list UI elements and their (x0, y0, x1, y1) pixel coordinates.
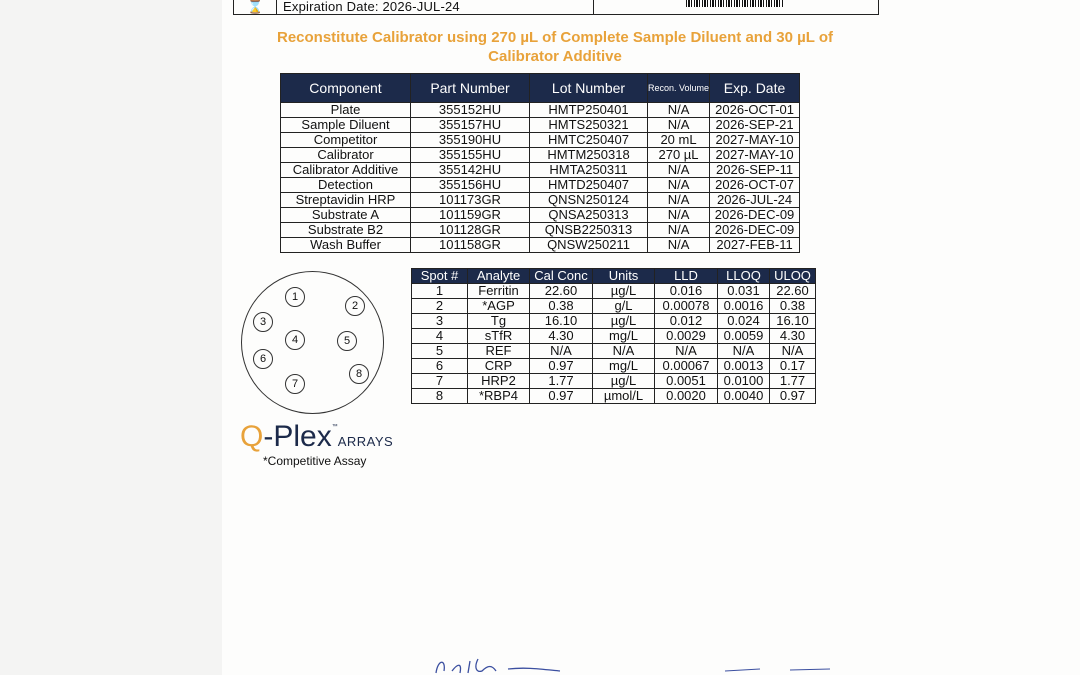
component-cell: Plate (281, 103, 411, 118)
exp-date-cell: 2026-DEC-09 (710, 208, 800, 223)
uloq-cell: 0.97 (770, 389, 816, 404)
component-row (281, 118, 800, 133)
header-analyte: Analyte (468, 269, 530, 284)
lloq-cell: 0.0013 (718, 359, 770, 374)
exp-date-cell: 2026-OCT-07 (710, 178, 800, 193)
component-row (281, 238, 800, 253)
uloq-cell: N/A (770, 344, 816, 359)
lot-number-cell: QNSW250211 (530, 238, 648, 253)
lld-cell: N/A (655, 344, 718, 359)
lot-number-cell: QNSN250124 (530, 193, 648, 208)
recon-volume-cell: N/A (648, 178, 710, 193)
recon-volume-cell: 270 µL (648, 148, 710, 163)
component-row (281, 223, 800, 238)
component-row (281, 133, 800, 148)
header-lot-number: Lot Number (530, 74, 648, 103)
lloq-cell: 0.031 (718, 284, 770, 299)
units-cell: N/A (593, 344, 655, 359)
recon-volume-cell: N/A (648, 193, 710, 208)
spot-number-cell: 4 (412, 329, 468, 344)
part-number-cell: 101159GR (411, 208, 530, 223)
divider (593, 0, 594, 14)
lloq-cell: 0.0016 (718, 299, 770, 314)
lot-number-cell: HMTS250321 (530, 118, 648, 133)
lld-cell: 0.00067 (655, 359, 718, 374)
cal-conc-cell: N/A (530, 344, 593, 359)
lloq-cell: 0.024 (718, 314, 770, 329)
units-cell: mg/L (593, 359, 655, 374)
spot-5: 5 (337, 331, 357, 351)
spot-number-cell: 1 (412, 284, 468, 299)
analyte-cell: Tg (468, 314, 530, 329)
units-cell: µg/L (593, 314, 655, 329)
lot-number-cell: QNSB2250313 (530, 223, 648, 238)
part-number-cell: 355156HU (411, 178, 530, 193)
header-units: Units (593, 269, 655, 284)
spot-1: 1 (285, 287, 305, 307)
component-cell: Sample Diluent (281, 118, 411, 133)
divider (276, 0, 277, 14)
header-lloq: LLOQ (718, 269, 770, 284)
uloq-cell: 0.17 (770, 359, 816, 374)
lloq-cell: N/A (718, 344, 770, 359)
spot-row (412, 374, 816, 389)
part-number-cell: 355152HU (411, 103, 530, 118)
exp-date-cell: 2026-SEP-21 (710, 118, 800, 133)
spot-number-cell: 7 (412, 374, 468, 389)
lot-number-cell: HMTA250311 (530, 163, 648, 178)
units-cell: g/L (593, 299, 655, 314)
cal-conc-cell: 16.10 (530, 314, 593, 329)
analyte-cell: sTfR (468, 329, 530, 344)
lot-number-cell: QNSA250313 (530, 208, 648, 223)
spot-3: 3 (253, 312, 273, 332)
component-row (281, 163, 800, 178)
lld-cell: 0.0020 (655, 389, 718, 404)
lld-cell: 0.0051 (655, 374, 718, 389)
analyte-cell: CRP (468, 359, 530, 374)
component-row (281, 148, 800, 163)
lld-cell: 0.012 (655, 314, 718, 329)
exp-date-cell: 2026-DEC-09 (710, 223, 800, 238)
analyte-cell: *RBP4 (468, 389, 530, 404)
spot-row (412, 329, 816, 344)
part-number-cell: 101158GR (411, 238, 530, 253)
header-uloq: ULOQ (770, 269, 816, 284)
lld-cell: 0.0029 (655, 329, 718, 344)
component-row (281, 193, 800, 208)
spot-7: 7 (285, 374, 305, 394)
analyte-cell: REF (468, 344, 530, 359)
barcode (686, 0, 784, 7)
part-number-cell: 355142HU (411, 163, 530, 178)
recon-volume-cell: N/A (648, 208, 710, 223)
spot-row (412, 299, 816, 314)
logo-plex: -Plex (263, 420, 332, 453)
recon-volume-cell: N/A (648, 238, 710, 253)
lloq-cell: 0.0100 (718, 374, 770, 389)
spot-row (412, 284, 816, 299)
exp-date-cell: 2026-JUL-24 (710, 193, 800, 208)
component-row (281, 208, 800, 223)
spot-row (412, 359, 816, 374)
qplex-logo (240, 420, 393, 454)
lld-cell: 0.016 (655, 284, 718, 299)
signature (430, 655, 830, 675)
header-recon-volume: Recon. Volume (648, 74, 710, 103)
spot-number-cell: 2 (412, 299, 468, 314)
header-component: Component (281, 74, 411, 103)
analyte-cell: Ferritin (468, 284, 530, 299)
recon-volume-cell: N/A (648, 118, 710, 133)
lloq-cell: 0.0059 (718, 329, 770, 344)
spot-number-cell: 6 (412, 359, 468, 374)
logo-trademark: ™ (331, 424, 338, 430)
competitive-assay-footnote: *Competitive Assay (263, 454, 367, 468)
spot-4: 4 (285, 330, 305, 350)
lot-number-cell: HMTD250407 (530, 178, 648, 193)
lot-number-cell: HMTM250318 (530, 148, 648, 163)
cal-conc-cell: 1.77 (530, 374, 593, 389)
part-number-cell: 355157HU (411, 118, 530, 133)
uloq-cell: 0.38 (770, 299, 816, 314)
part-number-cell: 355155HU (411, 148, 530, 163)
exp-date-cell: 2026-OCT-01 (710, 103, 800, 118)
spot-number-cell: 8 (412, 389, 468, 404)
header-lld: LLD (655, 269, 718, 284)
component-table (280, 73, 800, 253)
analyte-cell: *AGP (468, 299, 530, 314)
spot-number-cell: 3 (412, 314, 468, 329)
component-cell: Detection (281, 178, 411, 193)
analyte-cell: HRP2 (468, 374, 530, 389)
exp-date-cell: 2026-SEP-11 (710, 163, 800, 178)
cal-conc-cell: 22.60 (530, 284, 593, 299)
recon-volume-cell: 20 mL (648, 133, 710, 148)
spot-row (412, 314, 816, 329)
expiration-strip (233, 0, 879, 15)
spot-table-header (412, 269, 816, 284)
spot-6: 6 (253, 349, 273, 369)
header-cal-conc: Cal Conc (530, 269, 593, 284)
header-exp-date: Exp. Date (710, 74, 800, 103)
uloq-cell: 4.30 (770, 329, 816, 344)
spot-row (412, 389, 816, 404)
lld-cell: 0.00078 (655, 299, 718, 314)
units-cell: µmol/L (593, 389, 655, 404)
part-number-cell: 355190HU (411, 133, 530, 148)
lot-number-cell: HMTP250401 (530, 103, 648, 118)
header-spot: Spot # (412, 269, 468, 284)
recon-volume-cell: N/A (648, 103, 710, 118)
header-part-number: Part Number (411, 74, 530, 103)
component-cell: Streptavidin HRP (281, 193, 411, 208)
exp-date-cell: 2027-MAY-10 (710, 148, 800, 163)
spot-row (412, 344, 816, 359)
cal-conc-cell: 4.30 (530, 329, 593, 344)
component-cell: Competitor (281, 133, 411, 148)
reconstitution-heading: Reconstitute Calibrator using 270 µL of Complete Sample Diluent and 30 µL of Calibrator Additive (277, 29, 833, 65)
uloq-cell: 1.77 (770, 374, 816, 389)
component-cell: Calibrator Additive (281, 163, 411, 178)
component-cell: Wash Buffer (281, 238, 411, 253)
spot-number-cell: 5 (412, 344, 468, 359)
recon-volume-cell: N/A (648, 223, 710, 238)
part-number-cell: 101128GR (411, 223, 530, 238)
spot-2: 2 (345, 296, 365, 316)
component-cell: Calibrator (281, 148, 411, 163)
part-number-cell: 101173GR (411, 193, 530, 208)
lot-number-cell: HMTC250407 (530, 133, 648, 148)
recon-volume-cell: N/A (648, 163, 710, 178)
array-spot-diagram (241, 271, 384, 414)
exp-date-cell: 2027-FEB-11 (710, 238, 800, 253)
logo-q: Q (240, 420, 264, 453)
lloq-cell: 0.0040 (718, 389, 770, 404)
units-cell: µg/L (593, 374, 655, 389)
component-cell: Substrate B2 (281, 223, 411, 238)
cal-conc-cell: 0.97 (530, 359, 593, 374)
exp-date-cell: 2027-MAY-10 (710, 133, 800, 148)
units-cell: mg/L (593, 329, 655, 344)
component-row (281, 103, 800, 118)
uloq-cell: 22.60 (770, 284, 816, 299)
component-table-header (281, 74, 800, 103)
units-cell: µg/L (593, 284, 655, 299)
component-row (281, 178, 800, 193)
analyte-spot-table (411, 268, 816, 404)
uloq-cell: 16.10 (770, 314, 816, 329)
expiration-date: Expiration Date: 2026-JUL-24 (283, 0, 460, 14)
component-cell: Substrate A (281, 208, 411, 223)
hourglass-icon: ⌛ (247, 0, 264, 14)
cal-conc-cell: 0.97 (530, 389, 593, 404)
cal-conc-cell: 0.38 (530, 299, 593, 314)
logo-arrays: ARRAYS (337, 434, 394, 449)
spot-8: 8 (349, 364, 369, 384)
